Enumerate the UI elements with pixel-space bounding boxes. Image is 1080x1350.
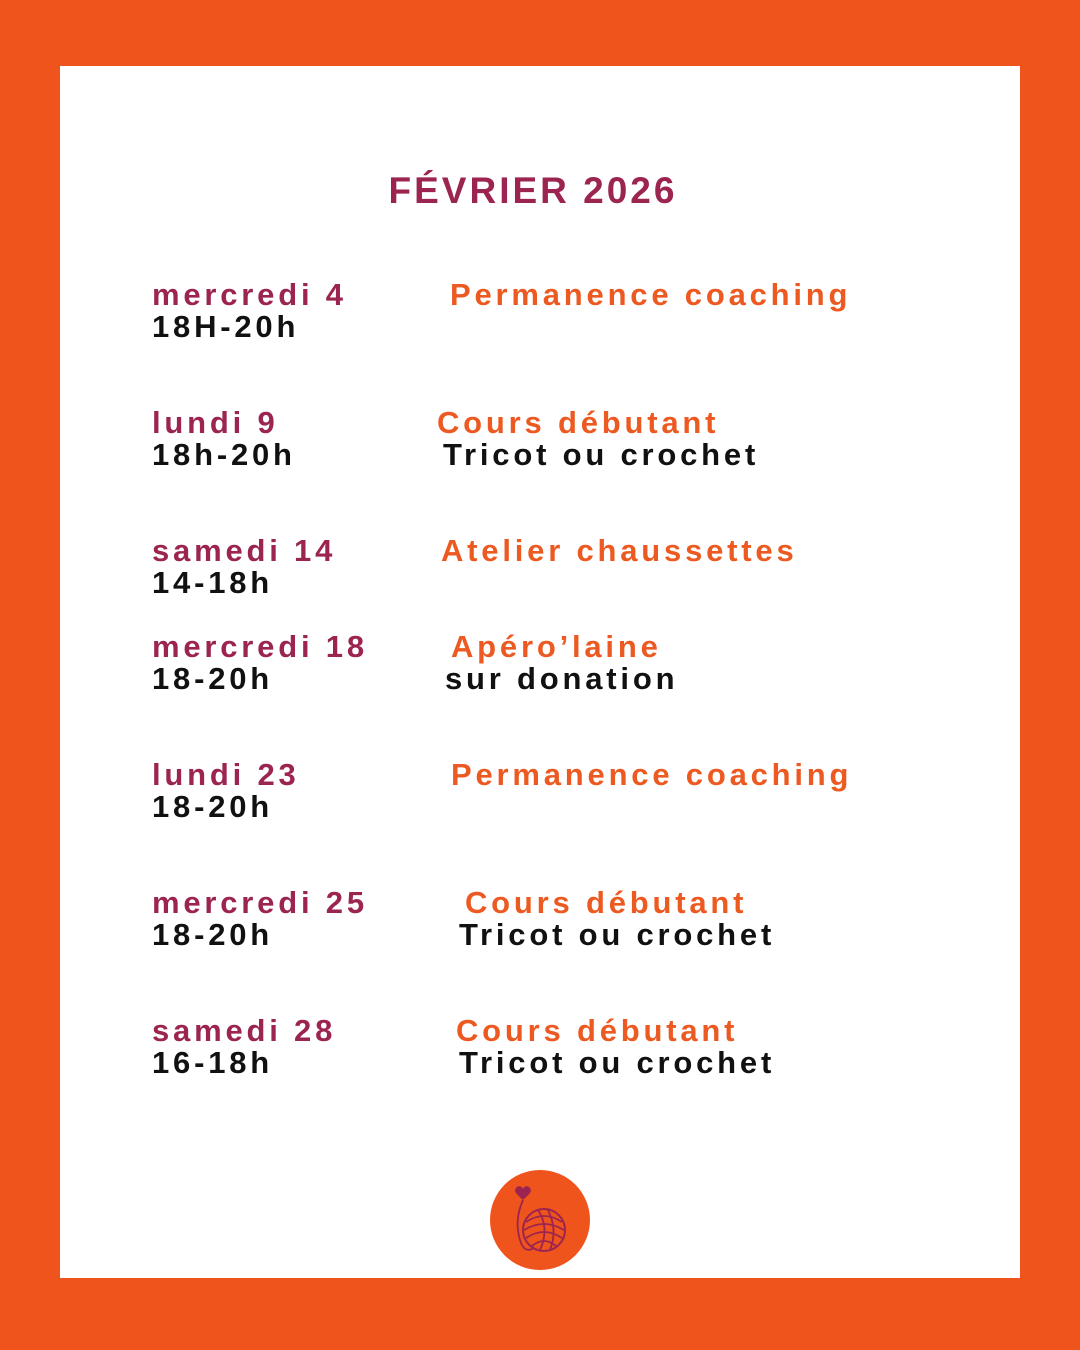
event-title: Cours débutant (437, 405, 720, 440)
event-date: mercredi 25 (152, 885, 368, 920)
event-detail: Tricot ou crochet (443, 437, 760, 472)
event-title: Permanence coaching (450, 277, 852, 312)
event-time: 18-20h (152, 917, 274, 952)
event-title: Cours débutant (465, 885, 748, 920)
event-date: samedi 28 (152, 1013, 337, 1048)
event-date: lundi 9 (152, 405, 279, 440)
event-detail: Tricot ou crochet (459, 1045, 776, 1080)
event-title: Atelier chaussettes (441, 533, 798, 568)
event-time: 18-20h (152, 661, 274, 696)
event-time: 18h-20h (152, 437, 296, 472)
event-time: 16-18h (152, 1045, 274, 1080)
event-time: 18H-20h (152, 309, 300, 344)
event-date: mercredi 18 (152, 629, 368, 664)
event-time: 18-20h (152, 789, 274, 824)
event-date: mercredi 4 (152, 277, 347, 312)
event-title: Permanence coaching (451, 757, 853, 792)
event-detail: sur donation (445, 661, 679, 696)
event-date: samedi 14 (152, 533, 337, 568)
event-title: Apéro’laine (451, 629, 662, 664)
page-title: FÉVRIER 2026 (388, 170, 678, 211)
yarn-ball-heart-icon (490, 1170, 590, 1270)
event-time: 14-18h (152, 565, 274, 600)
event-detail: Tricot ou crochet (459, 917, 776, 952)
event-title: Cours débutant (456, 1013, 739, 1048)
event-date: lundi 23 (152, 757, 300, 792)
